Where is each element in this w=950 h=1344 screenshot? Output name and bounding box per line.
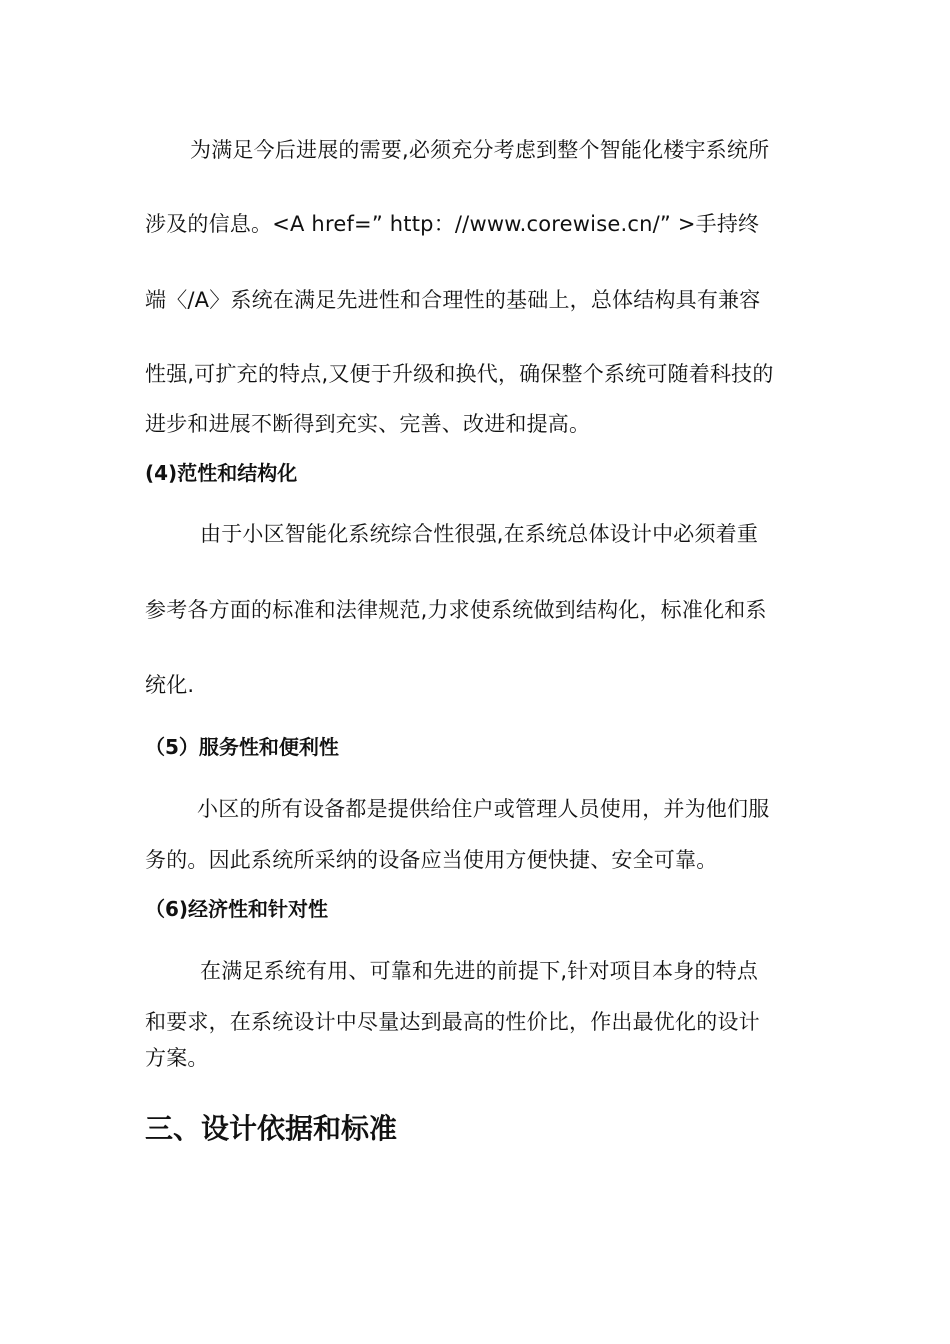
paragraph-4-line-1: 在满足系统有用、可靠和先进的前提下,针对项目本身的特点	[200, 959, 759, 983]
heading-4: (4)范性和结构化	[145, 461, 298, 485]
paragraph-1-line-1: 为满足今后进展的需要,必须充分考虑到整个智能化楼宇系统所	[190, 138, 770, 162]
paragraph-3-line-1: 小区的所有设备都是提供给住户或管理人员使用，并为他们服	[197, 797, 770, 821]
paragraph-1-line-2: 涉及的信息。<A href=” http：//www.corewise.cn/” >手持终	[145, 212, 760, 236]
section-title: 三、设计依据和标准	[145, 1112, 398, 1145]
paragraph-1-line-4: 性强,可扩充的特点,又便于升级和换代，确保整个系统可随着科技的	[145, 362, 774, 386]
paragraph-2-line-1: 由于小区智能化系统综合性很强,在系统总体设计中必须着重	[200, 522, 759, 546]
paragraph-4-line-3: 方案。	[145, 1046, 209, 1070]
heading-6: （6)经济性和针对性	[145, 897, 329, 921]
paragraph-2-line-3: 统化.	[145, 673, 195, 697]
heading-5: （5）服务性和便利性	[145, 735, 339, 759]
paragraph-1-line-5: 进步和进展不断得到充实、完善、改进和提高。	[145, 412, 591, 436]
paragraph-2-line-2: 参考各方面的标准和法律规范,力求使系统做到结构化，标准化和系	[145, 598, 767, 622]
paragraph-4-line-2: 和要求，在系统设计中尽量达到最高的性价比，作出最优化的设计	[145, 1010, 760, 1034]
paragraph-3-line-2: 务的。因此系统所采纳的设备应当使用方便快捷、安全可靠。	[145, 848, 718, 872]
paragraph-1-line-3: 端〈/A〉系统在满足先进性和合理性的基础上，总体结构具有兼容	[145, 288, 761, 312]
